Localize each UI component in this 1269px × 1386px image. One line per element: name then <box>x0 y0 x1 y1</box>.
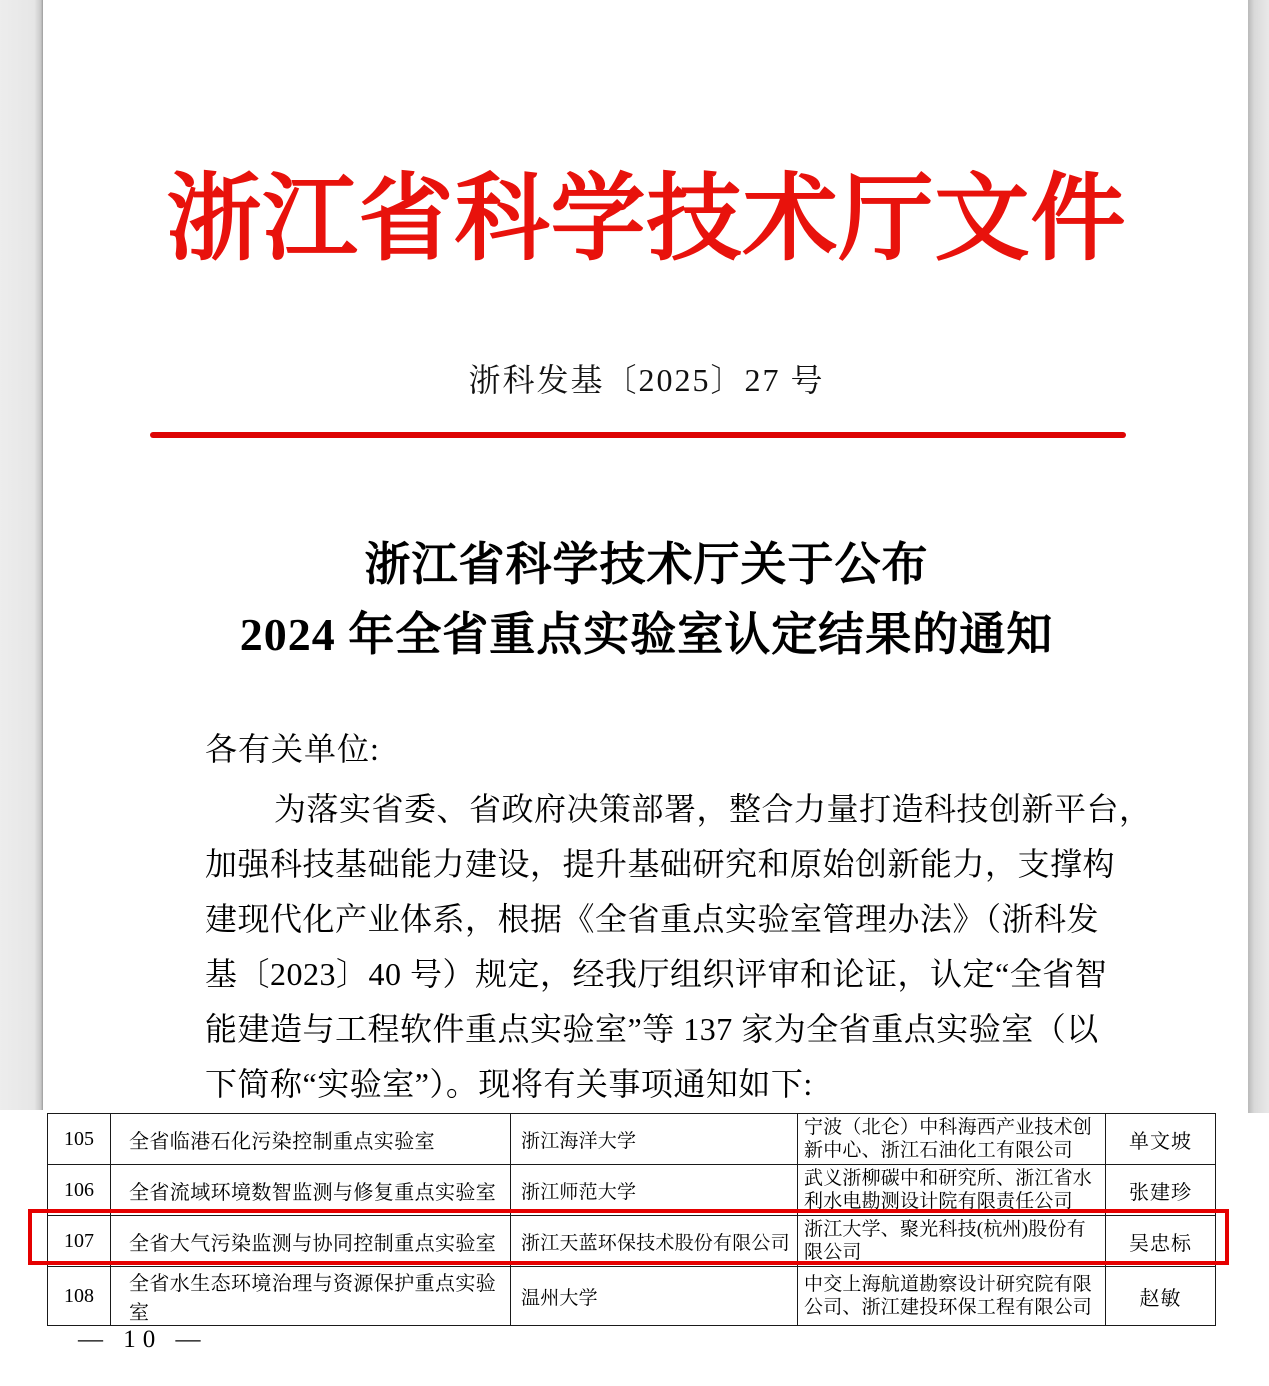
body-line: 下简称“实验室”）。现将有关事项通知如下: <box>205 1066 813 1102</box>
cell-lab: 全省临港石化污染控制重点实验室 <box>111 1114 511 1165</box>
cell-lab: 全省流域环境数智监测与修复重点实验室 <box>111 1165 511 1216</box>
cell-director: 单文坡 <box>1106 1114 1216 1165</box>
cell-director: 赵敏 <box>1106 1267 1216 1326</box>
highlighted-row-box <box>28 1209 1229 1265</box>
cell-director: 吴忠标 <box>1106 1216 1216 1267</box>
table-row <box>48 1165 1216 1216</box>
cell-unit: 浙江海洋大学 <box>511 1114 798 1165</box>
cell-partners: 武义浙柳碳中和研究所、浙江省水利水电勘测设计院有限责任公司 <box>798 1165 1106 1216</box>
cell-unit: 浙江师范大学 <box>511 1165 798 1216</box>
cell-partners: 宁波（北仑）中科海西产业技术创新中心、浙江石油化工有限公司 <box>798 1114 1106 1165</box>
page-right-margin <box>1248 0 1269 1113</box>
table-row <box>48 1114 1216 1165</box>
body-line: 建现代化产业体系，根据《全省重点实验室管理办法》（浙科发 <box>205 901 1100 937</box>
cell-unit: 温州大学 <box>511 1267 798 1326</box>
document-number: 浙科发基〔2025〕27 号 <box>468 362 825 398</box>
cell-no: 107 <box>48 1216 111 1267</box>
cell-partners: 浙江大学、聚光科技(杭州)股份有限公司 <box>798 1216 1106 1267</box>
page-left-margin <box>0 0 43 1110</box>
cell-no: 106 <box>48 1165 111 1216</box>
salutation: 各有关单位: <box>205 731 380 767</box>
cell-director: 张建珍 <box>1106 1165 1216 1216</box>
body-line: 基〔2023〕40 号）规定，经我厅组织评审和论证，认定“全省智 <box>205 956 1108 992</box>
body-line: 加强科技基础能力建设，提升基础研究和原始创新能力，支撑构 <box>205 846 1116 882</box>
cell-lab: 全省水生态环境治理与资源保护重点实验室 <box>111 1267 511 1326</box>
cell-no: 108 <box>48 1267 111 1326</box>
cell-lab: 全省大气污染监测与协同控制重点实验室 <box>111 1216 511 1267</box>
cell-no: 105 <box>48 1114 111 1165</box>
red-divider-line <box>150 432 1126 438</box>
document-header-title: 浙江省科学技术厅文件 <box>166 166 1127 272</box>
table-row <box>48 1267 1216 1326</box>
cell-unit: 浙江天蓝环保技术股份有限公司 <box>511 1216 798 1267</box>
cell-partners: 中交上海航道勘察设计研究院有限公司、浙江建投环保工程有限公司 <box>798 1267 1106 1326</box>
notice-title-line2: 2024 年全省重点实验室认定结果的通知 <box>239 609 1054 660</box>
body-paragraph <box>205 782 1152 1112</box>
body-line: 为落实省委、省政府决策部署，整合力量打造科技创新平台， <box>274 791 1152 827</box>
notice-title-line1: 浙江省科学技术厅关于公布 <box>364 539 929 590</box>
body-line: 能建造与工程软件重点实验室”等 137 家为全省重点实验室（以 <box>205 1011 1099 1047</box>
page-number: — 10 — <box>78 1326 208 1353</box>
